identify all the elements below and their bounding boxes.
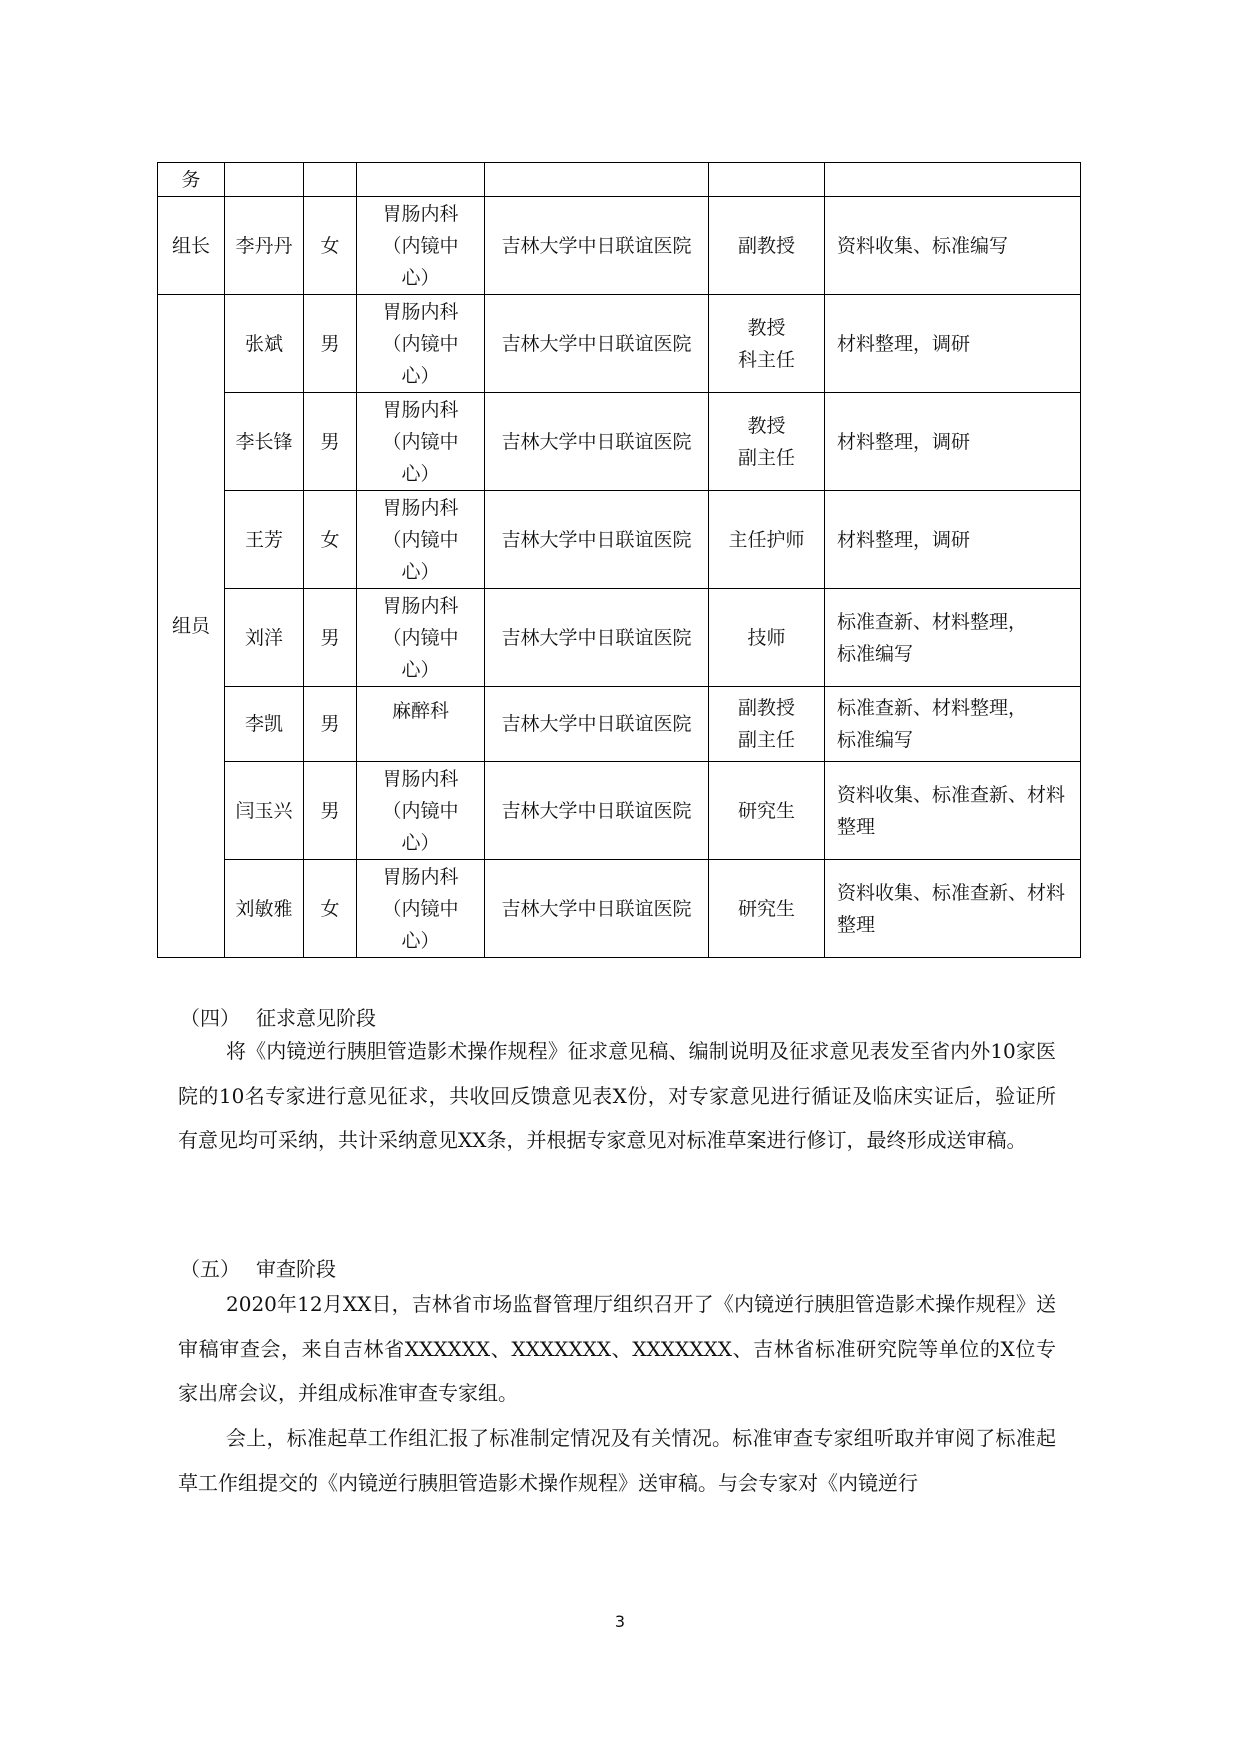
duty-cell bbox=[825, 295, 1081, 393]
gender-cell: 女 bbox=[304, 197, 357, 295]
department-cell bbox=[357, 491, 485, 589]
department-cell-line: 胃肠内科 bbox=[382, 865, 459, 888]
name-cell: 刘敏雅 bbox=[225, 860, 304, 958]
table-row bbox=[158, 393, 1081, 491]
section-5-heading bbox=[180, 1253, 336, 1282]
name-cell: 张斌 bbox=[225, 295, 304, 393]
name-cell: 李凯 bbox=[225, 687, 304, 762]
department-cell-line: （内镜中 bbox=[382, 430, 459, 453]
table-row bbox=[158, 762, 1081, 860]
duty-cell bbox=[825, 687, 1081, 762]
duty-cell-line: 资料收集、标准查新、材料 bbox=[837, 881, 1066, 904]
department-cell-line: 心） bbox=[401, 462, 440, 485]
department-cell bbox=[357, 393, 485, 491]
gender-cell: 男 bbox=[304, 762, 357, 860]
gender-cell: 女 bbox=[304, 860, 357, 958]
table-row bbox=[158, 589, 1081, 687]
section-5-paragraph-2: 会上，标准起草工作组汇报了标准制定情况及有关情况。标准审查专家组听取并审阅了标准起草工作组提交的《内镜逆行胰胆管造影术操作规程》送审稿。与会专家对《内镜逆行 bbox=[178, 1426, 1056, 1495]
duty-cell-line: 标准编写 bbox=[837, 729, 914, 751]
duty-cell-line: 标准编写 bbox=[837, 642, 914, 665]
name-cell: 李长锋 bbox=[225, 393, 304, 491]
title-cell bbox=[709, 197, 825, 295]
name-cell: 王芳 bbox=[225, 491, 304, 589]
section-4-paragraph: 将《内镜逆行胰胆管造影术操作规程》征求意见稿、编制说明及征求意见表发至省内外10家医院的10名专家进行意见征求，共收回反馈意见表X份，对专家意见进行循证及临床实证后，验证所有意见均可采纳，共计采纳意见XX条，并根据专家意见对标准草案进行修订，最终形成送审稿。 bbox=[178, 1039, 1056, 1152]
name-cell: 刘洋 bbox=[225, 589, 304, 687]
table-row bbox=[158, 491, 1081, 589]
department-cell-line: （内镜中 bbox=[382, 528, 459, 551]
title-cell-line: 副主任 bbox=[737, 729, 795, 751]
duty-cell-line: 整理 bbox=[837, 913, 876, 936]
section-title: 审查阶段 bbox=[256, 1257, 336, 1281]
title-cell-line: 科主任 bbox=[737, 348, 795, 371]
table-row bbox=[158, 687, 1081, 762]
role-cell: 组长 bbox=[158, 197, 225, 295]
department-cell-line: 心） bbox=[401, 560, 440, 583]
title-cell-line: 研究生 bbox=[737, 897, 795, 920]
department-cell-line: （内镜中 bbox=[382, 332, 459, 355]
table-row bbox=[158, 197, 1081, 295]
department-cell-line: 心） bbox=[401, 658, 440, 681]
department-cell bbox=[357, 860, 485, 958]
unit-cell: 吉林大学中日联谊医院 bbox=[485, 393, 709, 491]
title-cell-line: 副教授 bbox=[737, 234, 795, 257]
duty-cell bbox=[825, 860, 1081, 958]
name-cell: 闫玉兴 bbox=[225, 762, 304, 860]
table-row bbox=[158, 295, 1081, 393]
duty-cell bbox=[825, 197, 1081, 295]
duty-cell bbox=[825, 762, 1081, 860]
unit-cell: 吉林大学中日联谊医院 bbox=[485, 762, 709, 860]
table-row bbox=[158, 860, 1081, 958]
department-cell-line: 心） bbox=[401, 929, 440, 952]
duty-cell bbox=[825, 491, 1081, 589]
gender-cell: 男 bbox=[304, 687, 357, 762]
department-cell-line: 心） bbox=[401, 266, 440, 289]
duty-cell bbox=[825, 589, 1081, 687]
unit-cell: 吉林大学中日联谊医院 bbox=[485, 491, 709, 589]
duty-cell-line: 标准查新、材料整理， bbox=[837, 610, 1028, 633]
department-cell-line: （内镜中 bbox=[382, 799, 459, 822]
department-cell-line: （内镜中 bbox=[382, 234, 459, 257]
header-cell: 务 bbox=[158, 163, 225, 197]
name-cell: 李丹丹 bbox=[225, 197, 304, 295]
department-cell-line: 胃肠内科 bbox=[382, 496, 459, 519]
department-cell bbox=[357, 295, 485, 393]
title-cell bbox=[709, 491, 825, 589]
department-cell-line: 胃肠内科 bbox=[382, 202, 459, 225]
title-cell-line: 主任护师 bbox=[728, 528, 805, 551]
department-cell-line: 胃肠内科 bbox=[382, 594, 459, 617]
title-cell-line: 技师 bbox=[747, 626, 786, 649]
department-cell bbox=[357, 687, 485, 762]
role-cell: 组员 bbox=[158, 295, 225, 958]
duty-cell-line: 材料整理，调研 bbox=[837, 528, 971, 551]
title-cell bbox=[709, 393, 825, 491]
department-cell-line: （内镜中 bbox=[382, 897, 459, 920]
department-cell-line: 胃肠内科 bbox=[382, 767, 459, 790]
gender-cell: 女 bbox=[304, 491, 357, 589]
duty-cell-line: 资料收集、标准编写 bbox=[837, 234, 1009, 257]
unit-cell: 吉林大学中日联谊医院 bbox=[485, 197, 709, 295]
duty-cell-line: 整理 bbox=[837, 815, 876, 838]
unit-cell: 吉林大学中日联谊医院 bbox=[485, 295, 709, 393]
title-cell bbox=[709, 295, 825, 393]
gender-cell: 男 bbox=[304, 393, 357, 491]
duty-cell-line: 资料收集、标准查新、材料 bbox=[837, 783, 1066, 806]
section-number: （四） bbox=[180, 1006, 240, 1030]
section-4-heading bbox=[180, 1002, 376, 1031]
section-title: 征求意见阶段 bbox=[256, 1006, 376, 1030]
title-cell-line: 研究生 bbox=[737, 799, 795, 822]
title-cell-line: 教授 bbox=[747, 414, 786, 437]
title-cell bbox=[709, 860, 825, 958]
department-cell-line: 胃肠内科 bbox=[382, 300, 459, 323]
duty-cell-line: 材料整理，调研 bbox=[837, 430, 971, 453]
title-cell bbox=[709, 589, 825, 687]
gender-cell: 男 bbox=[304, 589, 357, 687]
unit-cell: 吉林大学中日联谊医院 bbox=[485, 860, 709, 958]
department-cell-line: 麻醉科 bbox=[391, 700, 449, 722]
department-cell-line: 胃肠内科 bbox=[382, 398, 459, 421]
department-cell bbox=[357, 762, 485, 860]
department-cell bbox=[357, 197, 485, 295]
section-5-paragraph-1: 2020年12月XX日，吉林省市场监督管理厅组织召开了《内镜逆行胰胆管造影术操作规程》送审稿审查会，来自吉林省XXXXXX、XXXXXXX、XXXXXXX、吉林省标准研究院等单位的X位专家出席会议，并组成标准审查专家组。 bbox=[178, 1292, 1056, 1405]
department-cell-line: （内镜中 bbox=[382, 626, 459, 649]
department-cell bbox=[357, 589, 485, 687]
department-cell-line: 心） bbox=[401, 831, 440, 854]
section-number: （五） bbox=[180, 1257, 240, 1281]
page-number: 3 bbox=[614, 1612, 626, 1631]
title-cell-line: 副主任 bbox=[737, 446, 795, 469]
drafting-group-table bbox=[157, 162, 1081, 958]
unit-cell: 吉林大学中日联谊医院 bbox=[485, 687, 709, 762]
title-cell bbox=[709, 687, 825, 762]
duty-cell bbox=[825, 393, 1081, 491]
gender-cell: 男 bbox=[304, 295, 357, 393]
table-header-row-fragment bbox=[158, 163, 1081, 197]
department-cell-line: 心） bbox=[401, 364, 440, 387]
duty-cell-line: 材料整理，调研 bbox=[837, 332, 971, 355]
title-cell bbox=[709, 762, 825, 860]
title-cell-line: 教授 bbox=[747, 316, 786, 339]
unit-cell: 吉林大学中日联谊医院 bbox=[485, 589, 709, 687]
title-cell-line: 副教授 bbox=[737, 697, 795, 719]
duty-cell-line: 标准查新、材料整理， bbox=[837, 697, 1028, 719]
